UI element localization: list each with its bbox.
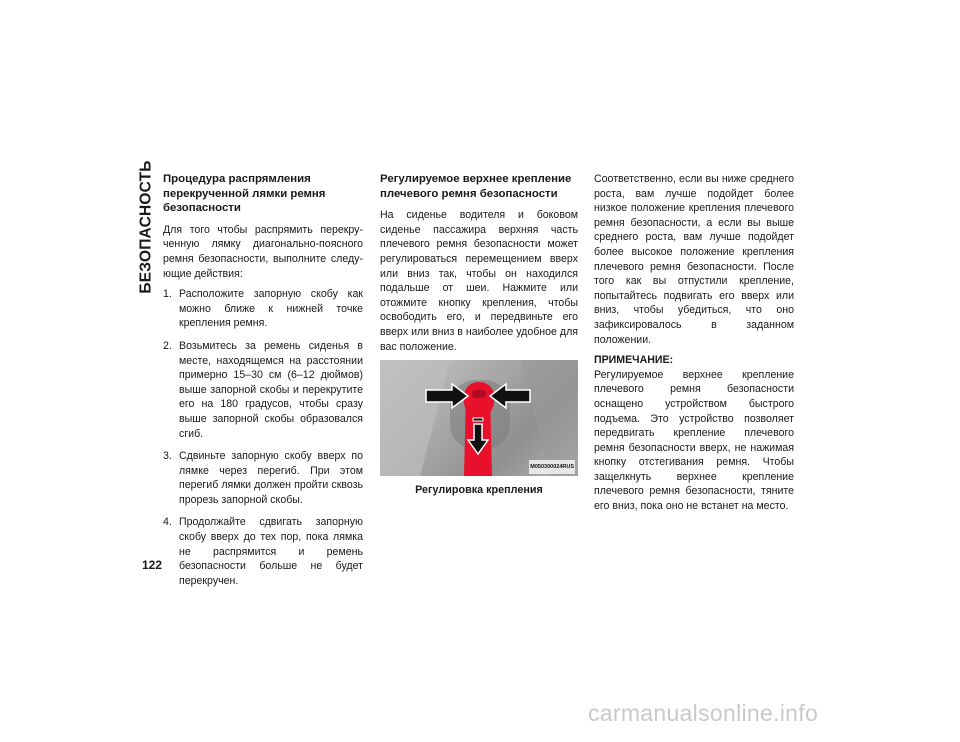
intro-paragraph: Для того чтобы распрямить перекрученную лямку диагонально-поясного ремня безопасности, выполните следующие действия: xyxy=(163,223,363,280)
height-paragraph: Соответственно, если вы ниже среднего роста, вам лучше подойдет более низкое положение крепления плечевого ремня безопасности, а если вы выше среднего роста, вам лучше подойдет более высокое положение крепления плечевого ремня безопасности. После того как вы отпустили крепление, попытайтесь подвигать его вверх или вниз, чтобы убедиться, что оно зафиксировалось в заданном положении. xyxy=(594,173,794,346)
section-side-tab xyxy=(138,160,156,294)
anchor-paragraph: На сиденье водителя и боковом сиденье пассажира верхняя часть плечевого ремня безопасности может регулироваться перемещением вверх или вниз так, чтобы он находился подальше от шеи. Нажмите или отожмите кнопку крепления, чтобы освободить его, и передвиньте его вверх или вниз в наиболее удобное для вас положение. xyxy=(380,209,578,353)
step-number: 1. xyxy=(163,288,172,301)
step-text: Продолжайте сдвигать запорную скобу вверх до тех пор, пока лямка не распрямится и ремень безопасности больше не будет перекручен. xyxy=(179,516,363,587)
heading-untwist-procedure: Процедура распрямления перекрученной лямки ремня безопасности xyxy=(163,173,326,215)
column-right xyxy=(594,172,794,520)
section-title: БЕЗОПАСНОСТЬ xyxy=(138,160,155,294)
note-text: Регулируемое верхнее крепление плечевого ремня безопасности оснащено устройством быстрого подъема. Это устройство позволяет передвигать крепление плечевого ремня безопасности вверх, не нажимая кнопку отстегивания ремня. Чтобы защелкнуть верхнее крепление плечевого ремня безопасности, тяните его вниз, пока оно не встанет на место. xyxy=(594,368,794,513)
note-title: ПРИМЕЧАНИЕ: xyxy=(594,354,674,367)
steps-list xyxy=(163,287,363,588)
column-middle xyxy=(380,172,578,498)
column-left xyxy=(163,172,363,596)
step-number: 2. xyxy=(163,339,172,352)
step-text: Сдвиньте запорную скобу вверх по лямке через перегиб. При этом перегиб лямки должен пройти сквозь прорезь запорной скобы. xyxy=(179,450,363,506)
step-item xyxy=(163,287,363,331)
step-item xyxy=(163,515,363,588)
anchor-adjustment-figure xyxy=(380,360,578,476)
heading-adjustable-anchor: Регулируемое верхнее крепление плечевого ремня безопасности xyxy=(380,173,572,200)
step-number: 4. xyxy=(163,516,172,529)
step-number: 3. xyxy=(163,450,172,463)
step-text: Возьмитесь за ремень сиденья в месте, находящемся на расстоянии примерно 15–30 см (6–12 дюймов) выше запорной скобы и перекрутите его на 180 градусов, чтобы сразу выше запорной скобы образовался сгиб. xyxy=(179,339,363,440)
step-item xyxy=(163,339,363,441)
figure-code: M050300024RUS xyxy=(529,460,575,475)
step-text: Расположите запорную скобу как можно ближе к нижней точке крепления ремня. xyxy=(179,288,363,330)
page-number: 122 xyxy=(142,558,163,572)
step-item xyxy=(163,449,363,507)
watermark-text: carmanualsonline.info xyxy=(588,700,819,726)
figure-caption: Регулировка крепления xyxy=(415,484,543,497)
